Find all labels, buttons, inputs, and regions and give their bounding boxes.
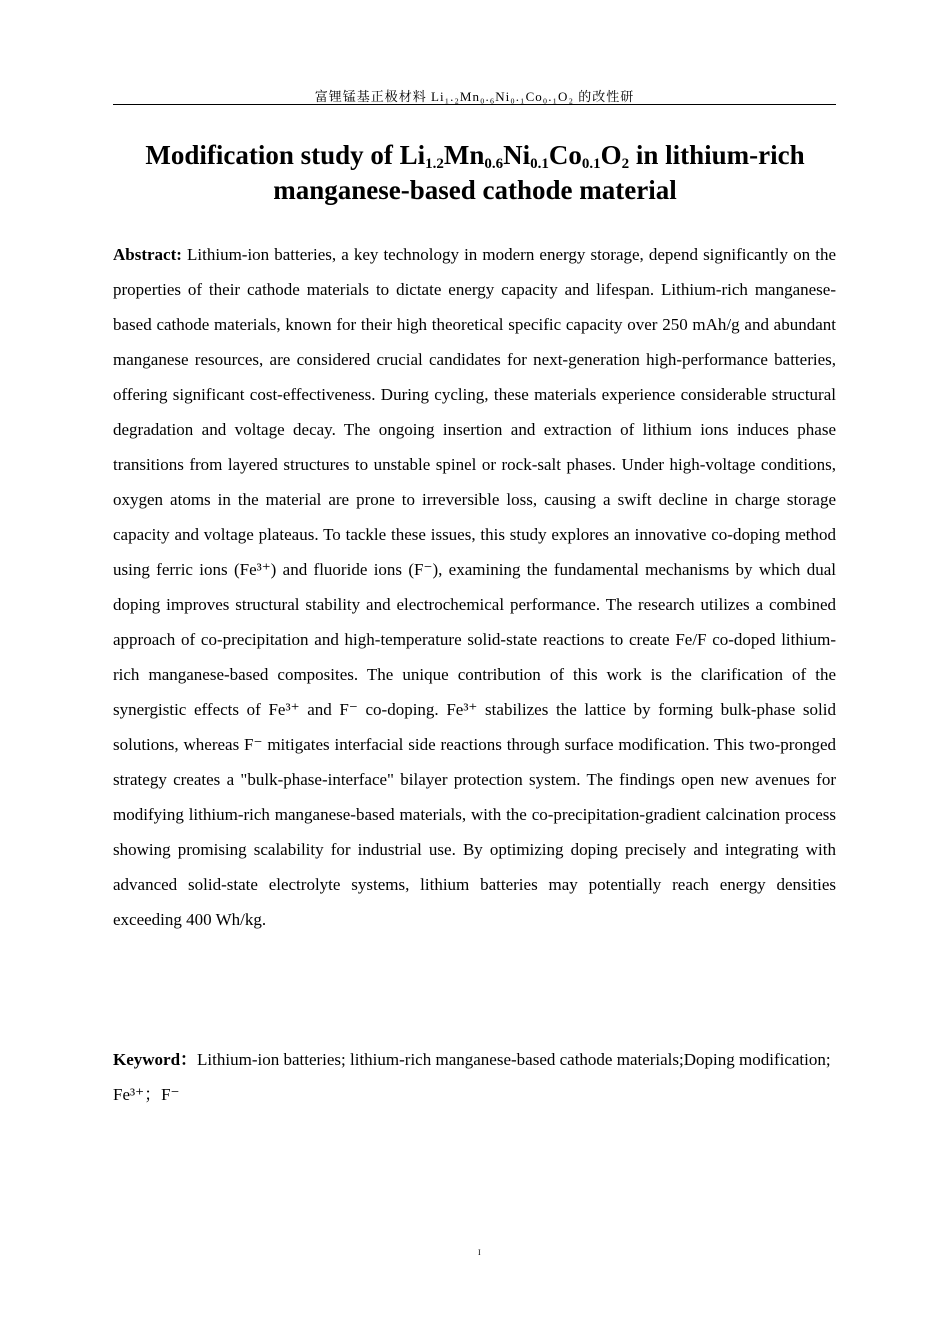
title-text-ni: Ni bbox=[503, 140, 531, 170]
title-text-mn: Mn bbox=[443, 140, 485, 170]
title-sub-4: 0.1 bbox=[581, 156, 601, 172]
title-text-co: Co bbox=[548, 140, 582, 170]
title-sub-3: 0.1 bbox=[530, 156, 549, 172]
title-text-o: O bbox=[600, 140, 622, 170]
title-line-2: manganese-based cathode material bbox=[273, 175, 677, 205]
running-header bbox=[113, 80, 836, 105]
paper-title bbox=[100, 138, 850, 208]
title-sub-5: 2 bbox=[621, 156, 630, 172]
keywords-paragraph bbox=[113, 1042, 836, 1112]
page-number: I bbox=[478, 1248, 481, 1257]
abstract-text: Lithium-ion batteries, a key technology in modern energy storage, depend significantly on the properties of their cathode materials to dictate energy capacity and lifespan. Lithium-rich manganese-based cathode materials, known for their high theoretical specific capacity over 250 mAh/g and abundant manganese resources, are considered crucial candidates for next-generation high-performance batteries, offering significant cost-effectiveness. During cycling, these materials experience considerable structural degradation and voltage decay. The ongoing insertion and extraction of lithium ions induces phase transitions from layered structures to unstable spinel or rock-salt phases. Under high-voltage conditions, oxygen atoms in the material are prone to irreversible loss, causing a swift decline in charge storage capacity and voltage plateaus. To tackle these issues, this study explores an innovative co-doping method using ferric ions (Fe³⁺) and fluoride ions (F⁻), examining the fundamental mechanisms by which dual doping improves structural stability and electrochemical performance. The research utilizes a combined approach of co-precipitation and high-temperature solid-state reactions to create Fe/F co-doped lithium-rich manganese-based composites. The unique contribution of this work is the clarification of the synergistic effects of Fe³⁺ and F⁻ co-doping. Fe³⁺ stabilizes the lattice by forming bulk-phase solid solutions, whereas F⁻ mitigates interfacial side reactions through surface modification. This two-pronged strategy creates a "bulk-phase-interface" bilayer protection system. The findings open new avenues for modifying lithium-rich manganese-based materials, with the co-precipitation-gradient calcination process showing promising scalability for industrial use. By optimizing doping precisely and integrating with advanced solid-state electrolyte systems, lithium batteries may potentially reach energy densities exceeding 400 Wh/kg. bbox=[113, 245, 837, 929]
keywords-label: Keyword： bbox=[113, 1050, 198, 1069]
abstract-paragraph bbox=[113, 237, 836, 937]
title-text-1: Modification study of Li bbox=[145, 140, 426, 170]
title-sub-2: 0.6 bbox=[484, 156, 504, 172]
title-text-2: in lithium-rich bbox=[629, 140, 805, 170]
running-header-text: 富锂锰基正极材料 Li₁.₂Mn₀.₆Ni₀.₁Co₀.₁O₂ 的改性研 bbox=[314, 89, 635, 104]
keywords-text: Lithium-ion batteries; lithium-rich manganese-based cathode materials;Doping modification; Fe³⁺；F⁻ bbox=[113, 1050, 831, 1104]
abstract-label: Abstract: bbox=[113, 245, 182, 264]
title-sub-1: 1.2 bbox=[425, 156, 444, 172]
